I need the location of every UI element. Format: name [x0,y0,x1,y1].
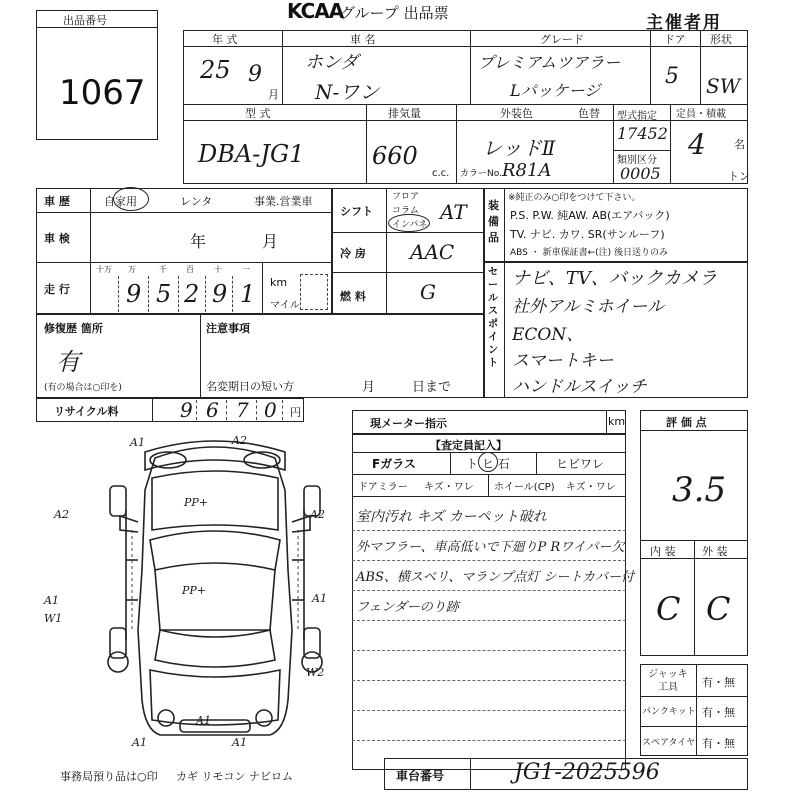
mileage-unit-100: 百 [186,265,194,274]
shift-option-column[interactable]: コラム [392,206,419,216]
exterior-value: C [706,590,731,628]
body-label: 形状 [710,33,732,46]
recycle-unit: 円 [290,406,301,419]
exterior-label: 外 装 [702,545,728,558]
mileage-unit-1k: 千 [159,265,167,274]
equipment-row3: ABS ・ 新車保証書←(注) 後日送りのみ [510,248,669,258]
recycle-digit-4: 0 [264,398,277,422]
meter-label: 現メーター指示 [370,417,447,430]
history-circle [113,187,149,211]
spare-option[interactable]: 有・無 [702,737,735,750]
caution-label: 注意事項 [206,322,250,335]
aircon-label: 冷 房 [340,247,366,260]
month-value: 9 [248,62,262,87]
model-value: DBA-JG1 [198,140,305,168]
hibi-label: ヒビワレ [556,457,605,471]
fglass-label: Fガラス [372,457,416,471]
color-value: レッドⅡ [482,136,556,160]
class-label: 類別区分 [617,155,657,166]
shaken-month: 月 [262,232,279,251]
chassis-label: 車台番号 [396,769,445,783]
capacity-value: 4 [688,128,706,161]
sales-line-4: スマートキー [512,351,614,371]
damage-mark-w2-right: W2 [306,666,325,679]
carname-value2: N-ワン [315,80,380,104]
shift-label: シフト [340,205,373,218]
fuel-value: G [420,280,436,304]
sales-line-2: 社外アルミホイール [512,297,664,317]
repair-label: 修復歴 箇所 [44,322,103,335]
type-cert-value: 17452 [617,124,668,143]
chassis-value: JG1-2025596 [514,760,660,785]
mileage-digit-4: 9 [212,280,228,308]
displacement-label: 排気量 [388,107,421,120]
shift-circle [388,214,430,232]
grade-value1: プレミアムツアラー [478,53,621,72]
damage-mark-a1-rear-right: A1 [232,736,247,749]
recycle-digit-2: 6 [206,398,219,422]
color-change-label: 色替 [578,107,600,120]
mileage-checkbox[interactable] [300,274,328,310]
recycle-digit-1: 9 [180,398,193,422]
mileage-unit-1: 一 [242,265,250,274]
lot-number-value: 1067 [59,73,146,113]
damage-mark-a1-right-door: A1 [312,592,327,605]
history-option-rental[interactable]: レンタ [180,195,213,208]
recycle-label: リサイクル料 [54,405,119,418]
year-label: 年 式 [212,33,238,46]
damage-mark-a1-front-left: A1 [130,436,145,449]
color-code-label: カラーNo. [460,169,502,179]
displacement-unit: c.c. [432,168,450,179]
damage-mark-a2-right: A2 [310,508,325,521]
sales-points-label: セールスポイント [488,267,498,369]
type-cert-label: 型式指定 [617,111,657,122]
capacity-label: 定員・積載 [676,109,726,120]
repair-note: (有の場合は○印を) [44,383,122,393]
inspector-label: 【査定員記入】 [430,439,507,452]
damage-mark-a1-rear-left: A1 [132,736,147,749]
fglass-options[interactable]: ト ヒ 石 [466,457,510,471]
mileage-digit-5: 1 [240,280,256,308]
history-label: 車 歴 [44,195,70,208]
spare-label: スペアタイヤ [642,738,696,748]
recycle-digit-3: 7 [236,398,249,422]
history-option-business[interactable]: 事業.営業車 [254,195,313,208]
mileage-unit-10: 十 [214,265,222,274]
inspector-note-1: 室内汚れ キズ カーペット破れ [356,509,547,525]
roof-note: PP+ [184,496,209,509]
mirror-options[interactable]: キズ・ワレ [424,482,474,493]
lot-number-box [36,10,158,140]
grade-label: グレード [540,33,584,46]
car-diagram[interactable] [80,430,350,760]
inspector-note-3: ABS、横スベリ、マランプ点灯 シートカバー付 [356,570,634,585]
equipment-label: 装備品 [488,199,499,244]
body-value: SW [706,74,741,98]
mileage-mile-label: マイル [270,300,300,311]
color-code-value: R81A [502,160,552,181]
repair-value: 有 [56,348,80,376]
shift-option-floor[interactable]: フロア [392,192,420,202]
damage-mark-w1-left: W1 [44,612,63,625]
office-note: 事務局預り品は○印 [60,770,158,783]
shaken-year: 年 [190,232,207,251]
jack-label: ジャッキ工具 [648,669,688,693]
inspector-note-4: フェンダーのり跡 [356,600,459,615]
score-label: 評 価 点 [666,416,707,429]
mileage-digit-3: 2 [184,280,200,308]
carname-value1: ホンダ [305,52,359,73]
puncture-option[interactable]: 有・無 [702,706,735,719]
mileage-digit-1: 9 [126,280,142,308]
meter-unit: km [608,415,626,428]
mileage-unit-10k: 万 [128,265,136,274]
sales-line-1: ナビ、TV、バックカメラ [512,268,717,289]
mileage-digit-2: 5 [156,280,172,308]
displacement-value: 660 [372,142,418,170]
damage-mark-a2-front-right: A2 [232,434,247,447]
load-unit: トン [728,170,750,183]
damage-mark-a1-rear-center: A1 [196,714,211,727]
fuel-label: 燃 料 [340,290,366,303]
month-unit: 月 [268,88,279,101]
class-value: 0005 [620,164,661,183]
name-change-label: 名変期日の短い方 [206,380,294,393]
damage-mark-a1-left-door: A1 [44,594,59,607]
aircon-value: AAC [410,240,455,264]
history-option-private[interactable]: 自家用 [104,195,137,208]
sales-line-3: ECON、 [512,325,584,345]
mileage-km-label: km [270,276,288,289]
mileage-unit-100k: 十万 [96,265,112,274]
office-items: カギ リモコン ナビロム [176,770,293,783]
inspector-note-2: 外マフラー、車高低いで下廻りP Rワイパー欠 [356,540,625,555]
organizer-label: 主催者用 [646,13,722,33]
equipment-row1: P.S. P.W. 純AW. AB(エアバック) [510,209,670,222]
carname-label: 車 名 [350,33,376,46]
mileage-label: 走 行 [44,283,70,296]
score-value: 3.5 [672,470,727,510]
year-value: 25 [200,56,231,84]
equipment-row2: TV. ナビ. カワ. SR(サンルーフ) [510,228,665,241]
equipment-note: ※純正のみ○印をつけて下さい。 [508,193,641,203]
lot-number-label: 出品番号 [63,14,107,27]
sales-line-5: ハンドルスイッチ [512,377,647,397]
fglass-circle [478,452,498,472]
wheel-options[interactable]: キズ・ワレ [566,482,616,493]
body-note: PP+ [182,584,207,597]
color-label: 外装色 [500,107,533,120]
wheel-label: ホイール(CP) [494,482,555,493]
capacity-unit: 名 [734,138,745,151]
name-change-day: 日まで [412,380,452,395]
shift-option-instpanel[interactable]: インパネ [392,220,428,230]
name-change-month: 月 [362,380,376,395]
puncture-label: パンクキット [642,707,696,717]
damage-mark-a2-left: A2 [54,508,69,521]
shaken-label: 車 検 [44,232,70,245]
doors-label: ドア [664,33,686,46]
model-label: 型 式 [245,107,271,120]
shift-value: AT [440,200,467,224]
interior-value: C [656,590,681,628]
mirror-label: ドアミラー [358,482,408,493]
header-title: グループ 出品票 [340,4,449,22]
grade-value2: Lパッケージ [510,81,601,100]
interior-label: 内 装 [650,545,676,558]
brand-logo: KCAA [287,0,344,23]
jack-option[interactable]: 有・無 [702,676,735,689]
doors-value: 5 [665,64,679,89]
